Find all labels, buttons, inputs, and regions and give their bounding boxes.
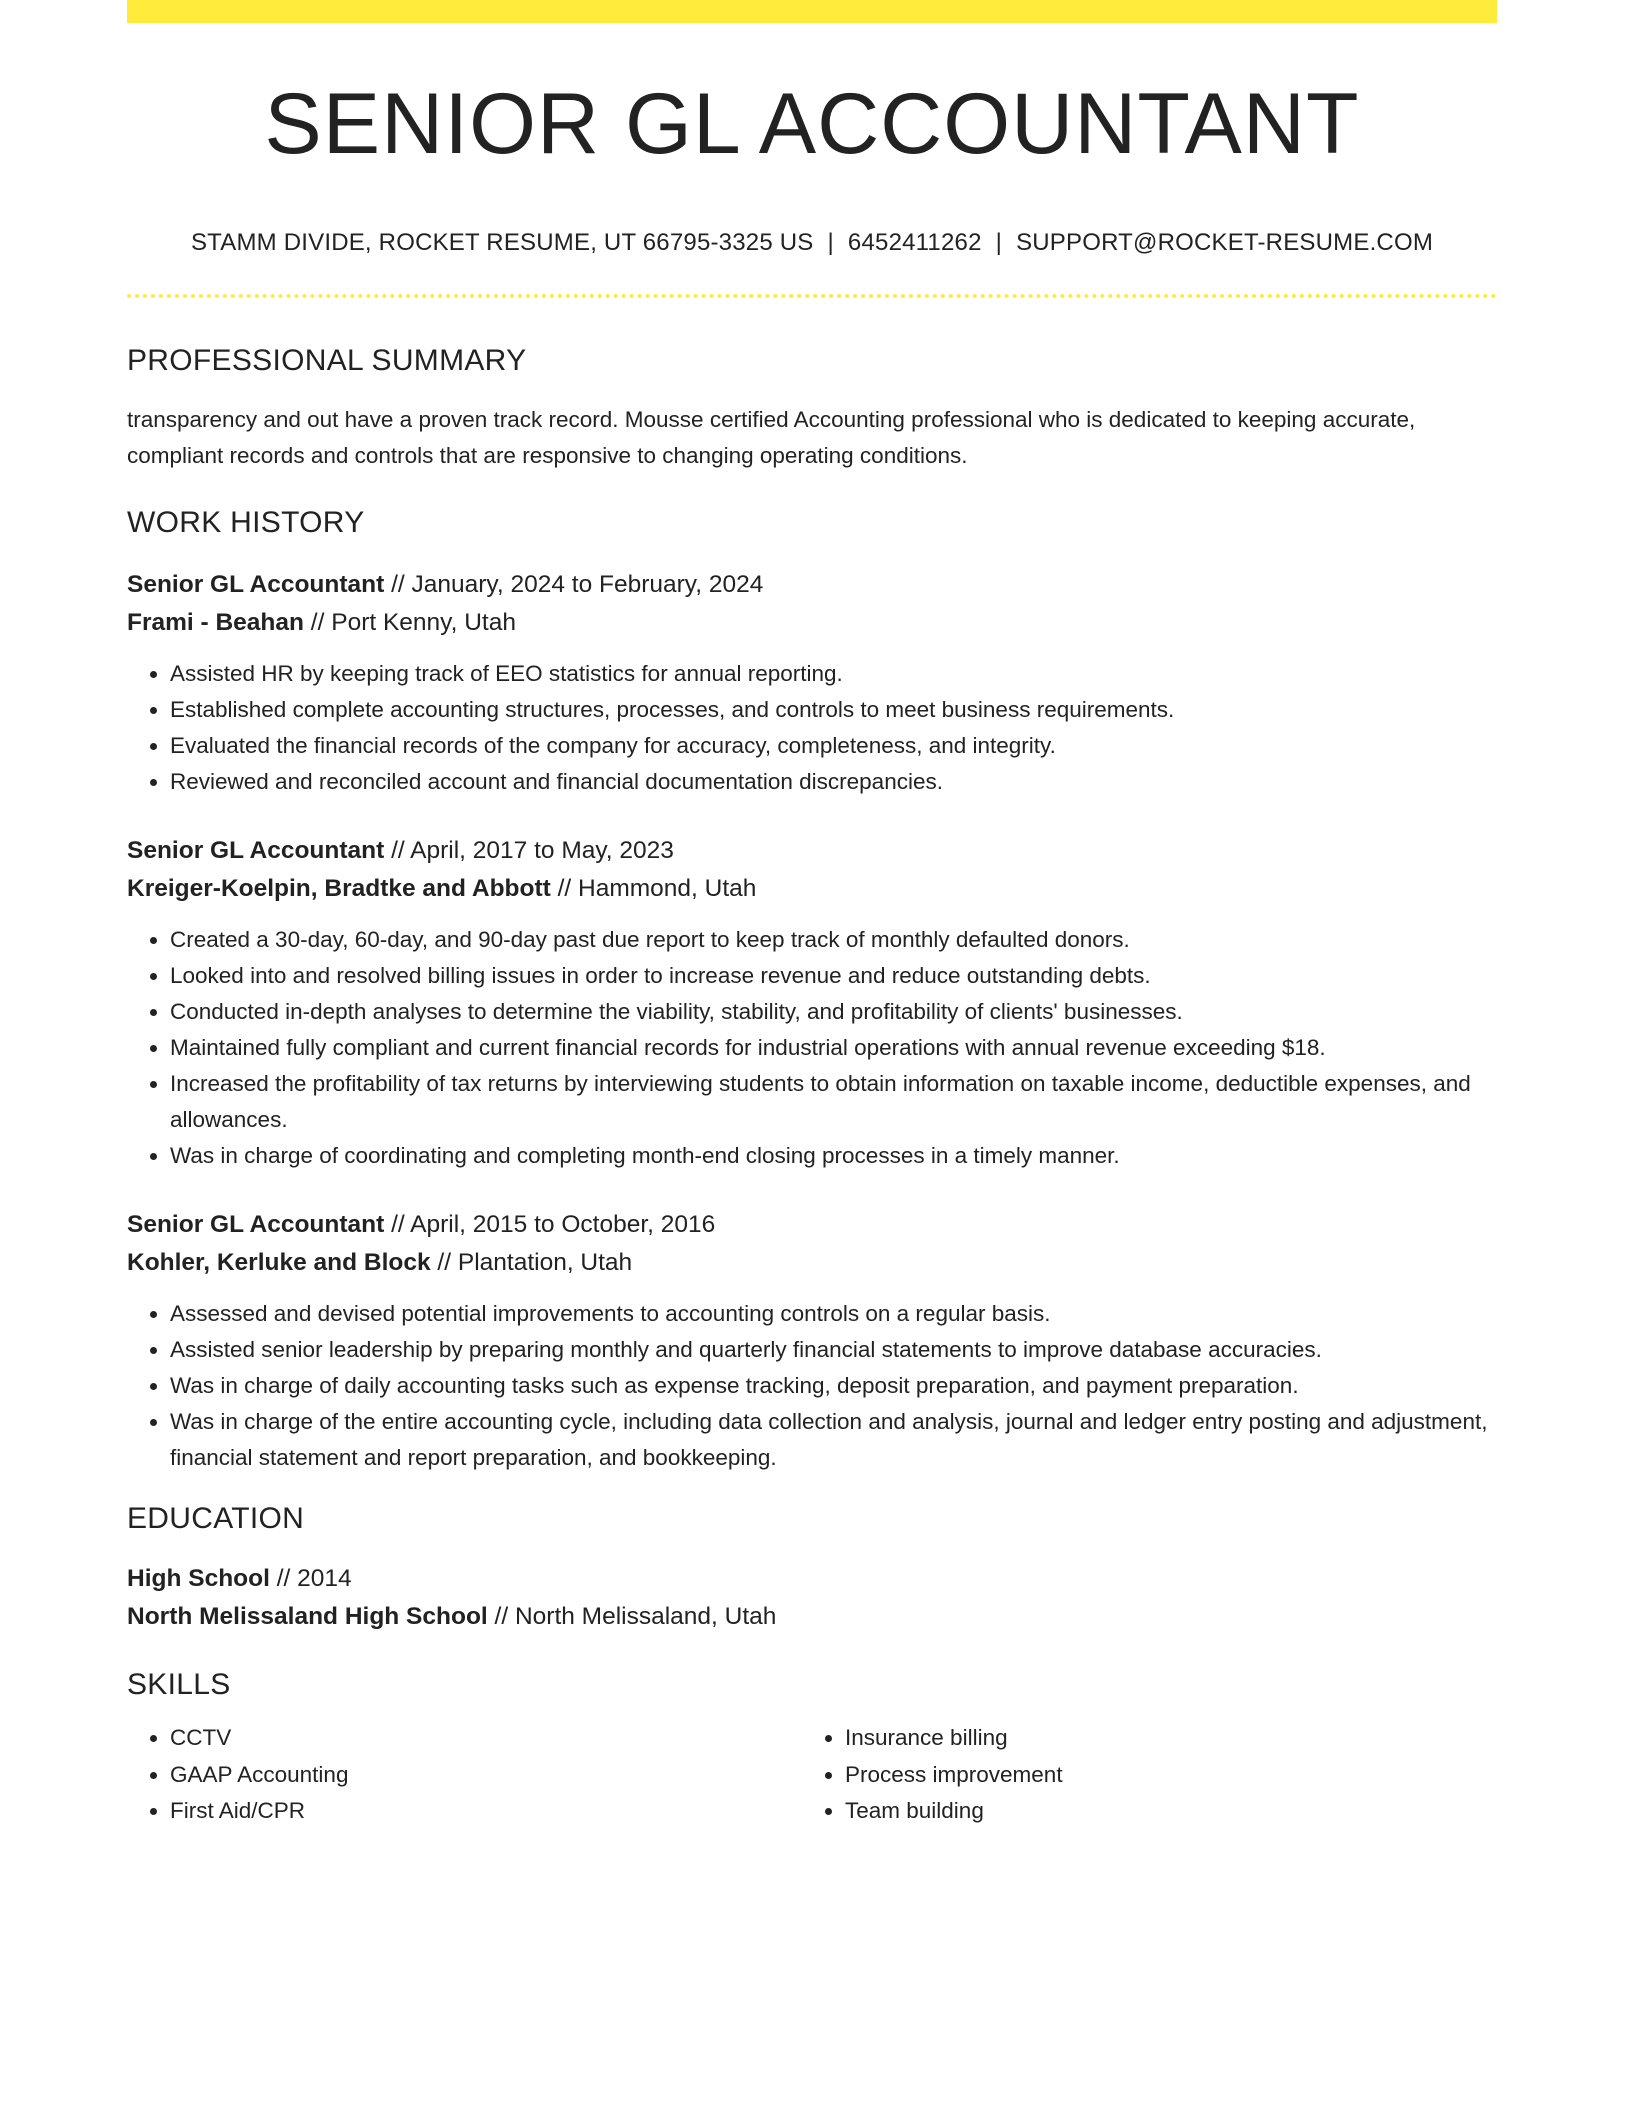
accent-bar	[127, 0, 1497, 23]
education-location: // North Melissaland, Utah	[487, 1603, 777, 1630]
job-bullet: • Was in charge of coordinating and completing month-end closing processes in a timely manner.	[170, 1138, 1497, 1174]
job-company: Frami - Beahan	[127, 609, 304, 636]
job-location: // Hammond, Utah	[550, 875, 757, 902]
resume-page	[127, 0, 1497, 1830]
work-history-heading: WORK HISTORY	[127, 506, 365, 539]
job-company: Kreiger-Koelpin, Bradtke and Abbott	[127, 875, 551, 902]
job-company-line	[127, 870, 1497, 908]
education-school-line	[127, 1598, 1497, 1636]
summary-text: transparency and out have a proven track record. Mousse certified Accounting professional who is dedicated to keeping accurate, compliant records and controls that are responsive to changing operating conditions.	[127, 407, 1416, 468]
contact-separator: |	[995, 229, 1003, 256]
job-bullet: • Reviewed and reconciled account and financial documentation discrepancies.	[170, 764, 1497, 800]
skills-heading: SKILLS	[127, 1668, 231, 1701]
contact-line	[127, 231, 1497, 255]
job-bullet: • Created a 30-day, 60-day, and 90-day past due report to keep track of monthly defaulted donors.	[170, 922, 1497, 958]
skill-item: • Process improvement	[845, 1757, 1477, 1794]
job-dates: // January, 2024 to February, 2024	[384, 571, 764, 598]
skill-item: • Team building	[845, 1793, 1477, 1830]
dotted-divider	[127, 294, 1497, 298]
skills-list	[127, 1720, 1497, 1830]
job-bullet: • Was in charge of daily accounting tasks such as expense tracking, deposit preparation, and payment preparation.	[170, 1368, 1497, 1404]
contact-separator: |	[827, 229, 834, 256]
resume-name: SENIOR GL ACCOUNTANT	[264, 76, 1360, 172]
job-dates: // April, 2015 to October, 2016	[384, 1211, 716, 1238]
job-bullets	[127, 922, 1497, 1174]
job-company-line	[127, 604, 1497, 642]
job-company-line	[127, 1244, 1497, 1282]
job-title: Senior GL Accountant	[127, 571, 385, 598]
job-bullet: • Maintained fully compliant and current financial records for industrial operations with annual revenue exceeding $18.	[170, 1030, 1497, 1066]
education-degree-line	[127, 1560, 1497, 1598]
education-school: North Melissaland High School	[127, 1603, 488, 1630]
education-year: // 2014	[269, 1565, 352, 1592]
job-bullet: • Assessed and devised potential improvements to accounting controls on a regular basis.	[170, 1296, 1497, 1332]
skill-item: • First Aid/CPR	[170, 1793, 802, 1830]
education-entry	[127, 1560, 1497, 1636]
contact-email: SUPPORT@ROCKET-RESUME.COM	[1016, 229, 1434, 256]
job-title-line	[127, 832, 1497, 870]
job-title: Senior GL Accountant	[127, 837, 385, 864]
job-entry	[127, 566, 1497, 800]
education-heading: EDUCATION	[127, 1502, 305, 1535]
job-entry	[127, 1206, 1497, 1476]
job-bullet: • Looked into and resolved billing issues in order to increase revenue and reduce outstanding debts.	[170, 958, 1497, 994]
job-entry	[127, 832, 1497, 1174]
contact-address: STAMM DIVIDE, ROCKET RESUME, UT 66795-3325 US	[190, 229, 814, 256]
job-bullet: • Evaluated the financial records of the company for accuracy, completeness, and integrity.	[170, 728, 1497, 764]
summary-heading: PROFESSIONAL SUMMARY	[127, 344, 527, 377]
contact-phone: 6452411262	[847, 229, 982, 256]
job-title-line	[127, 566, 1497, 604]
skill-item: • GAAP Accounting	[170, 1757, 802, 1794]
job-bullet: • Increased the profitability of tax returns by interviewing students to obtain information on taxable income, deductible expenses, and allowances.	[170, 1066, 1497, 1138]
skill-item: • Insurance billing	[845, 1720, 1477, 1757]
job-location: // Plantation, Utah	[430, 1249, 633, 1276]
skills-column-right	[802, 1720, 1477, 1830]
job-dates: // April, 2017 to May, 2023	[384, 837, 674, 864]
job-bullet: • Assisted senior leadership by preparing monthly and quarterly financial statements to improve database accuracies.	[170, 1332, 1497, 1368]
skill-item: • CCTV	[170, 1720, 802, 1757]
job-bullet: • Was in charge of the entire accounting cycle, including data collection and analysis, journal and ledger entry posting and adjustment, financial statement and report preparation, and bookkeeping.	[170, 1404, 1497, 1476]
job-bullets	[127, 1296, 1497, 1476]
job-bullet: • Assisted HR by keeping track of EEO statistics for annual reporting.	[170, 656, 1497, 692]
job-bullet: • Conducted in-depth analyses to determine the viability, stability, and profitability of clients' businesses.	[170, 994, 1497, 1030]
skills-column-left	[127, 1720, 802, 1830]
education-degree: High School	[127, 1565, 270, 1592]
job-title-line	[127, 1206, 1497, 1244]
job-bullets	[127, 656, 1497, 800]
job-title: Senior GL Accountant	[127, 1211, 385, 1238]
job-company: Kohler, Kerluke and Block	[127, 1249, 431, 1276]
job-location: // Port Kenny, Utah	[304, 609, 516, 636]
job-bullet: • Established complete accounting structures, processes, and controls to meet business requirements.	[170, 692, 1497, 728]
